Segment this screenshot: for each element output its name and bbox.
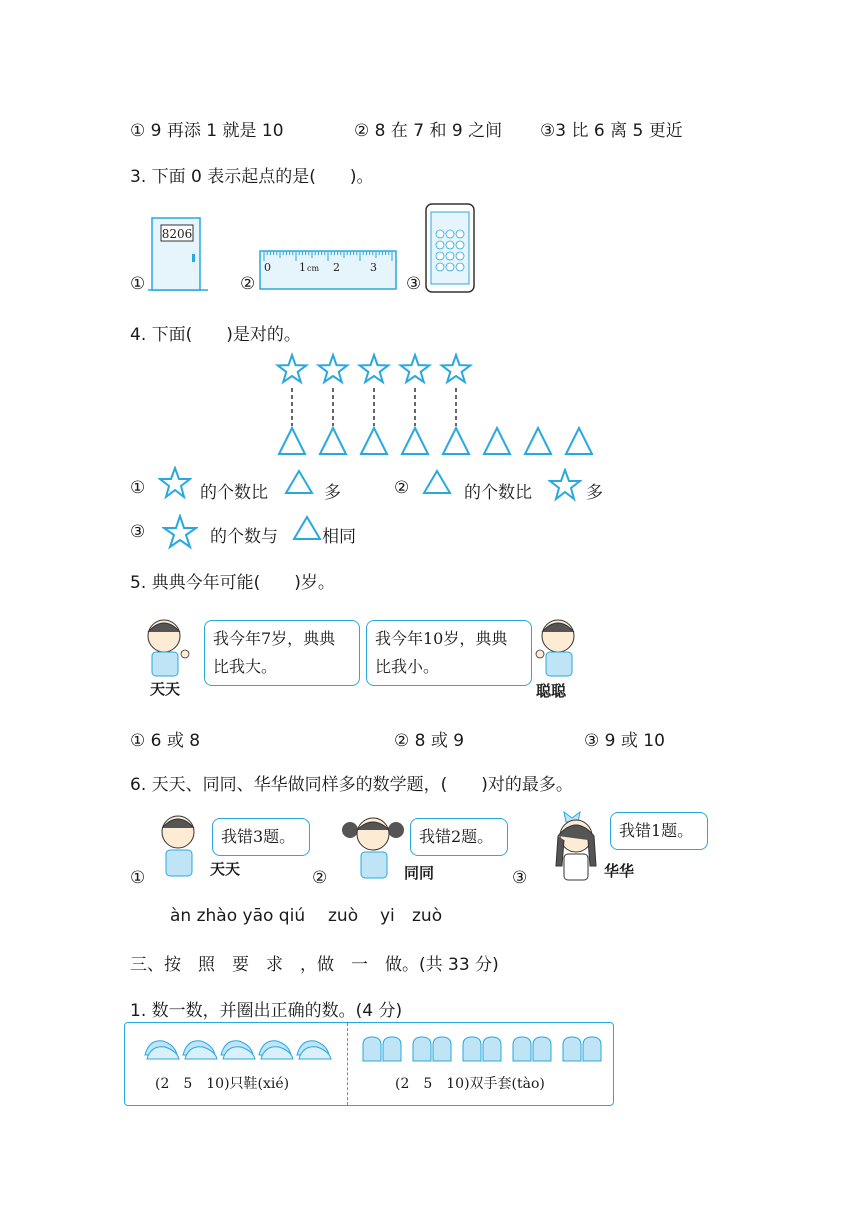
q3-question: 3. 下面 0 表示起点的是( )。	[130, 167, 374, 187]
stars-triangles-figure	[270, 350, 600, 462]
name-q6-huahua: 华华	[604, 862, 635, 880]
q6-option-2-mark: ②	[312, 868, 328, 888]
phone-key	[436, 241, 444, 249]
section-3-title: 三、按 照 要 求 ，做 一 做。(共 33 分)	[130, 955, 499, 975]
ruler-label-1: 1	[299, 261, 306, 274]
phone-key	[456, 230, 464, 238]
q6-option-3-mark: ③	[512, 868, 528, 888]
boy-tiantian-illustration-2	[150, 810, 210, 884]
q4-option-1-text-a: 的个数比	[200, 483, 268, 503]
ruler-label-cm: cm	[307, 264, 320, 273]
q5-option-3: ③ 9 或 10	[584, 731, 665, 751]
q4-question: 4. 下面( )是对的。	[130, 325, 301, 345]
ruler-icon	[258, 247, 398, 291]
door-icon	[148, 210, 210, 292]
triangle-icon	[292, 514, 322, 542]
q4-option-2-mark: ②	[394, 478, 410, 498]
q4-option-2-text-a: 的个数比	[464, 483, 532, 503]
name-q6-tiantian: 天天	[210, 860, 241, 878]
bubble-right-line-2: 比我小。	[375, 657, 440, 676]
star	[360, 355, 389, 382]
star	[401, 355, 430, 382]
bubble-left-line-1: 我今年7岁，典典	[213, 629, 336, 648]
bubble-right-line-1: 我今年10岁，典典	[375, 629, 508, 648]
triangle-icon	[422, 468, 452, 496]
speech-bubble-q6-2	[410, 818, 508, 856]
boy-tiantian-illustration	[140, 614, 200, 680]
glove	[383, 1037, 401, 1061]
girl-huahua-illustration	[544, 806, 608, 888]
phone-key	[446, 241, 454, 249]
boy-congcong-illustration	[530, 614, 586, 680]
phone-key	[446, 252, 454, 260]
speech-bubble-right	[366, 620, 532, 686]
gloves-caption: (2 5 10)双手套(tào)	[395, 1076, 545, 1092]
glove	[463, 1037, 481, 1061]
star	[442, 355, 471, 382]
q3-option-2-mark: ②	[240, 274, 256, 294]
triangle	[525, 428, 551, 454]
q5-option-2: ② 8 或 9	[394, 731, 465, 751]
q4-option-3-mark: ③	[130, 522, 146, 542]
phone-key	[446, 263, 454, 271]
speech-bubble-q6-1	[212, 818, 310, 856]
q4-option-3-text-a: 的个数与	[210, 527, 278, 547]
s3q1-question: 1. 数一数，并圈出正确的数。(4 分)	[130, 1001, 403, 1021]
gloves-icon	[357, 1035, 609, 1065]
q2-option-2: ② 8 在 7 和 9 之间	[354, 121, 503, 141]
door-number: 8206	[161, 227, 193, 241]
q3-option-1-mark: ①	[130, 274, 146, 294]
phone-key	[436, 230, 444, 238]
star-icon	[158, 466, 192, 500]
bubble-q6-3-text: 我错1题。	[619, 821, 694, 840]
phone-key	[456, 263, 464, 271]
pinyin-zuo-2: zuò	[412, 906, 443, 926]
shoes-icon	[141, 1033, 337, 1063]
triangle	[320, 428, 346, 454]
pinyin-yi: yi	[380, 906, 395, 926]
ruler-label-3: 3	[370, 261, 377, 274]
ruler-label-0: 0	[264, 261, 271, 274]
triangle	[361, 428, 387, 454]
star-icon	[548, 468, 582, 502]
triangle	[402, 428, 428, 454]
q4-option-1-mark: ①	[130, 478, 146, 498]
count-box-divider	[347, 1023, 348, 1105]
phone-icon	[424, 202, 476, 294]
bubble-q6-2-text: 我错2题。	[419, 827, 494, 846]
triangle	[279, 428, 305, 454]
glove	[413, 1037, 431, 1061]
glove	[483, 1037, 501, 1061]
bubble-left-line-2: 比我大。	[213, 657, 278, 676]
q2-option-3: ③3 比 6 离 5 更近	[540, 121, 683, 141]
name-congcong: 聪聪	[536, 682, 567, 700]
q4-option-1-text-b: 多	[324, 483, 341, 503]
star-icon	[162, 514, 198, 550]
triangle	[484, 428, 510, 454]
glove	[363, 1037, 381, 1061]
glove	[583, 1037, 601, 1061]
q2-option-1: ① 9 再添 1 就是 10	[130, 121, 284, 141]
q3-option-3-mark: ③	[406, 274, 422, 294]
name-tiantian: 天天	[150, 680, 181, 698]
glove	[563, 1037, 581, 1061]
q6-question: 6. 天天、同同、华华做同样多的数学题，( )对的最多。	[130, 775, 573, 795]
star	[319, 355, 348, 382]
triangle	[443, 428, 469, 454]
triangle	[566, 428, 592, 454]
q4-option-3-text-b: 相同	[322, 527, 356, 547]
q5-option-1: ① 6 或 8	[130, 731, 201, 751]
count-box	[124, 1022, 614, 1106]
phone-key	[436, 263, 444, 271]
phone-key	[436, 252, 444, 260]
glove	[533, 1037, 551, 1061]
q5-question: 5. 典典今年可能( )岁。	[130, 573, 335, 593]
glove	[513, 1037, 531, 1061]
girl-tongtong-illustration	[340, 810, 406, 886]
pinyin-zuo-1: zuò	[328, 906, 359, 926]
shoes-caption: (2 5 10)只鞋(xié)	[155, 1076, 290, 1092]
q6-option-1-mark: ①	[130, 868, 146, 888]
name-q6-tongtong: 同同	[404, 864, 435, 882]
bubble-q6-1-text: 我错3题。	[221, 827, 296, 846]
q4-option-2-text-b: 多	[586, 483, 603, 503]
pinyin-anzhaoyaoqiu: àn zhào yāo qiú	[170, 906, 306, 926]
ruler-label-2: 2	[333, 261, 340, 274]
glove	[433, 1037, 451, 1061]
triangle-icon	[284, 468, 314, 496]
phone-key	[456, 252, 464, 260]
star	[278, 355, 307, 382]
phone-key	[446, 230, 454, 238]
phone-key	[456, 241, 464, 249]
speech-bubble-left	[204, 620, 360, 686]
speech-bubble-q6-3	[610, 812, 708, 850]
